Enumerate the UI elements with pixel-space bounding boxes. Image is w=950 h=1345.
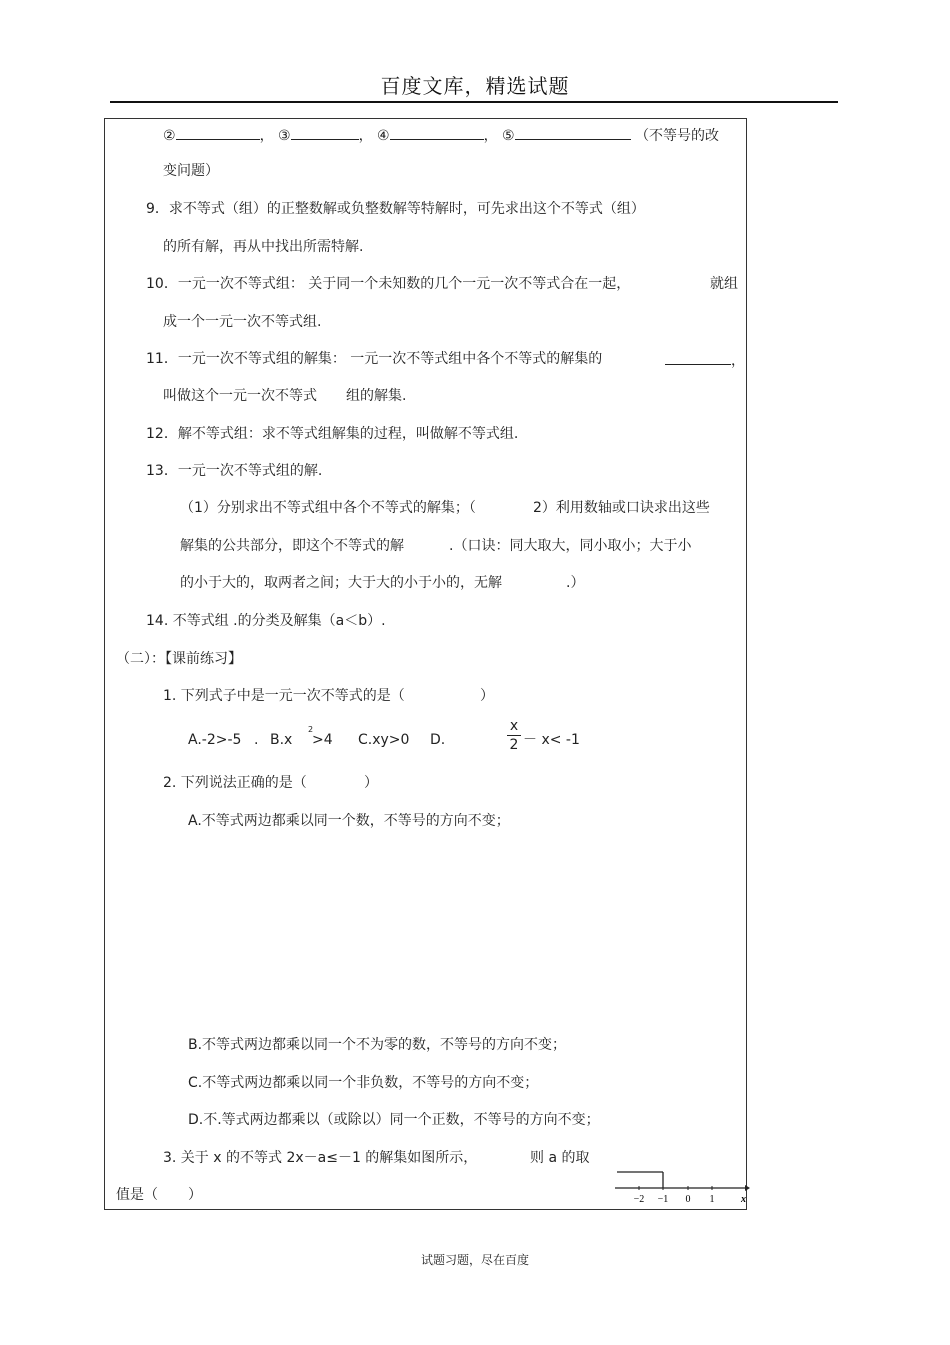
axis-label: x <box>741 1194 746 1205</box>
q3-paren: ） <box>188 1187 202 1203</box>
comma: ， <box>731 353 745 369</box>
q1-stem: 1. 下列式子中是一元一次不等式的是（ <box>163 688 405 704</box>
item-9-line1: 9．求不等式（组）的正整数解或负整数解等特解时，可先求出这个不等式（组） <box>146 201 645 217</box>
item-10-line2: 成一个一元一次不等式组. <box>163 314 322 330</box>
circle-2: ② <box>163 128 176 144</box>
blanks-line <box>163 125 719 145</box>
blank-5[interactable] <box>515 125 631 140</box>
q2-option-c: C.不等式两边都乘以同一个非负数，不等号的方向不变； <box>188 1075 539 1091</box>
tick-label: 0 <box>685 1194 691 1205</box>
item-13-line2a: 解集的公共部分，即这个不等式的解 <box>180 538 404 554</box>
item-9-line2: 的所有解，再从中找出所需特解. <box>163 239 364 255</box>
axis-arrow <box>745 1185 750 1191</box>
number-line-figure <box>615 1166 750 1206</box>
item-11-blank[interactable] <box>665 350 731 365</box>
q1-option-c: C.xy>0 <box>358 732 410 748</box>
item-10-line1: 10．一元一次不等式组： 关于同一个未知数的几个一元一次不等式合在一起， <box>146 276 631 292</box>
q1-fraction <box>507 718 521 753</box>
fraction-bar <box>507 735 521 736</box>
q1-option-d-tail: － x< -1 <box>523 732 580 748</box>
page-title: 百度文库，精选试题 <box>380 74 570 98</box>
item-11-line2-tail: 组的解集. <box>346 388 407 404</box>
q2-option-a: A.不等式两边都乘以同一个数，不等号的方向不变； <box>188 813 510 829</box>
circle-5: ⑤ <box>502 128 515 144</box>
item-13-line2b: .（口诀：同大取大，同小取小；大于小 <box>449 538 692 554</box>
q2-paren: ） <box>364 775 378 791</box>
q1-option-b: B.x <box>270 732 293 748</box>
circle-3: ③ <box>278 128 291 144</box>
q1-option-d: D. <box>430 732 446 748</box>
item-11-line2: 叫做这个一元一次不等式 <box>163 388 317 404</box>
item-13: 13．一元一次不等式组的解. <box>146 463 323 479</box>
q1-paren: ） <box>480 688 494 704</box>
blank-4[interactable] <box>390 125 484 140</box>
item-14: 14. 不等式组 .的分类及解集（a＜b）. <box>146 613 386 629</box>
blank-3[interactable] <box>291 125 359 140</box>
item-11-line1: 11．一元一次不等式组的解集： 一元一次不等式组中各个不等式的解集的 <box>146 351 603 367</box>
comma: ， <box>483 128 498 144</box>
q3-stem-cont: 值是（ <box>116 1187 158 1203</box>
comma: ， <box>358 128 373 144</box>
q2-stem: 2. 下列说法正确的是（ <box>163 775 307 791</box>
item-11-blank-wrap <box>665 350 745 370</box>
comma: ， <box>259 128 274 144</box>
tick-label: −2 <box>633 1194 645 1205</box>
section-2-label: （二）：【课前练习】 <box>116 651 242 667</box>
fraction-numerator: x <box>509 718 519 734</box>
item-13-step1: （1）分别求出不等式组中各个不等式的解集；（ <box>180 500 476 516</box>
tick-label: −1 <box>657 1194 669 1205</box>
q1-option-b-tail: >4 <box>312 732 333 748</box>
blanks-cont: 变问题） <box>163 163 219 179</box>
q2-option-d: D.不.等式两边都乘以（或除以）同一个正数，不等号的方向不变； <box>188 1112 600 1128</box>
item-10-tail: 就组 <box>710 276 738 292</box>
circle-4: ④ <box>377 128 390 144</box>
header-rule <box>110 101 838 103</box>
item-13-line3b: .） <box>566 575 585 591</box>
page-footer: 试题习题，尽在百度 <box>420 1253 529 1267</box>
tick-label: 1 <box>709 1194 715 1205</box>
blank-2[interactable] <box>176 125 260 140</box>
item-13-line3a: 的小于大的，取两者之间；大于大的小于小的，无解 <box>180 575 502 591</box>
q2-option-b: B.不等式两边都乘以同一个不为零的数，不等号的方向不变； <box>188 1037 567 1053</box>
item-13-step2: 2）利用数轴或口诀求出这些 <box>533 500 710 516</box>
blanks-tail: （不等号的改 <box>635 128 720 144</box>
q1-option-a: A.-2>-5 <box>188 732 242 748</box>
q1-dot: . <box>254 732 259 748</box>
q1-option-b-exponent: 2 <box>308 725 314 734</box>
item-12: 12．解不等式组：求不等式组解集的过程，叫做解不等式组. <box>146 426 519 442</box>
q3-stem-tail: 则 a 的取 <box>530 1150 590 1166</box>
q3-stem: 3. 关于 x 的不等式 2x－a≤－1 的解集如图所示， <box>163 1150 478 1166</box>
fraction-denominator: 2 <box>509 737 519 753</box>
